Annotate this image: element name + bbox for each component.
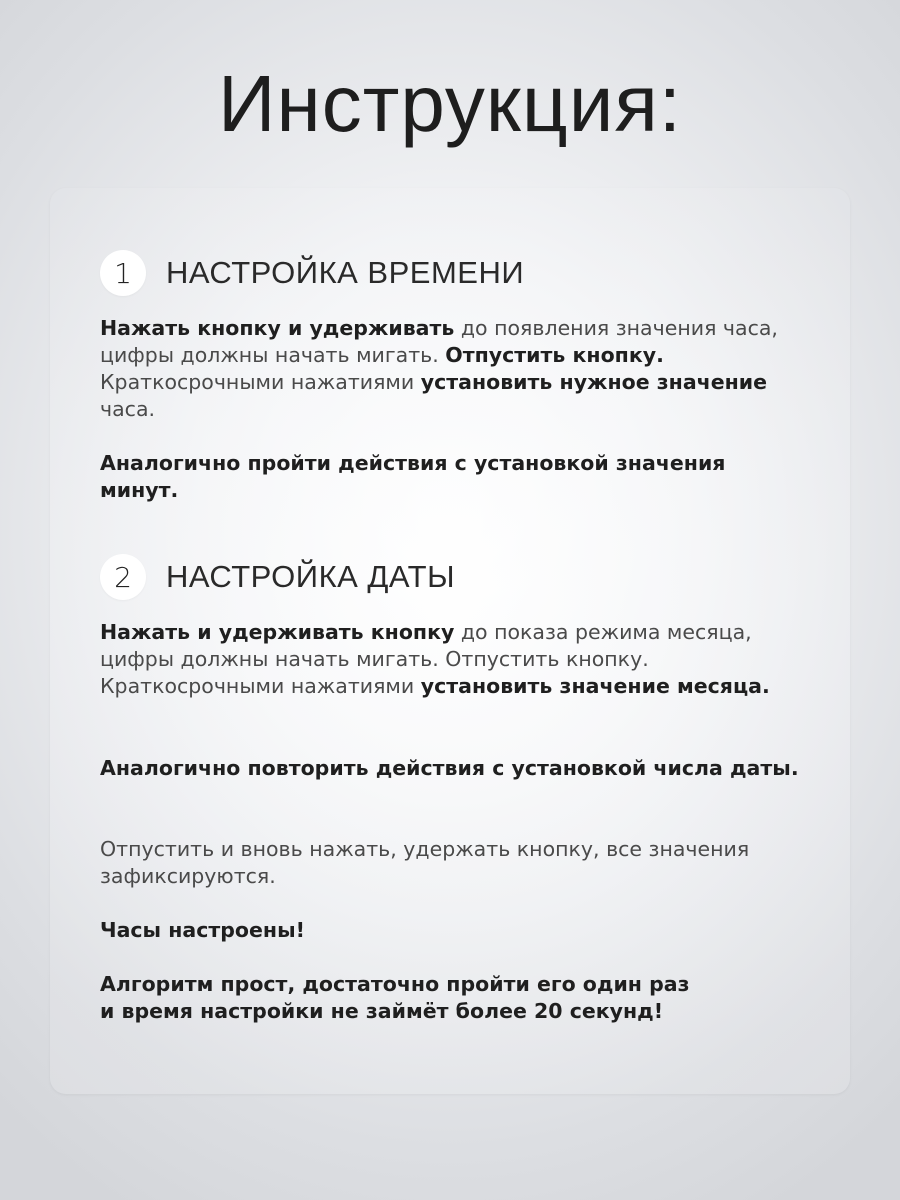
date-instructions [100,619,800,700]
time-minutes-text: Аналогично пройти действия с установкой значения минут. [100,451,726,502]
date-step-text: до показа режима месяца, цифры должны начать мигать. Отпустить кнопку. Краткосрочными нажатиями [100,620,752,698]
algorithm-note [100,971,800,1025]
date-day-note [100,755,800,782]
date-step-set: установить значение месяца. [420,674,770,698]
time-step-release: Отпустить кнопку. [445,343,664,367]
algorithm-line-1: Алгоритм прост, достаточно пройти его один раз [100,972,690,996]
step-number-badge: 2 [100,554,146,600]
algorithm-line-2: и время настройки не займёт более 20 секунд! [100,999,664,1023]
page-title: Инструкция: [218,59,682,148]
section-time-title: НАСТРОЙКА ВРЕМЕНИ [166,255,525,290]
time-step-text: часа. [100,397,156,421]
date-day-text: Аналогично повторить действия с установкой числа даты. [100,756,799,780]
time-step-text: до появления значения часа, цифры должны начать мигать. [100,316,778,367]
date-step-hold: Нажать и удерживать кнопку [100,620,455,644]
section-date-header [100,554,455,600]
fix-note: Отпустить и вновь нажать, удержать кнопку, все значения зафиксируются. [100,837,750,888]
time-instructions [100,315,800,423]
step-number-badge: 1 [100,250,146,296]
instruction-card [50,188,850,1094]
time-minutes-note [100,450,800,504]
done-text: Часы настроены! [100,918,305,942]
section-date-title: НАСТРОЙКА ДАТЫ [166,559,456,594]
time-step-set: установить нужное значение [420,370,768,394]
time-step-text: Краткосрочными нажатиями [100,370,421,394]
done-note [100,917,800,944]
section-time-header [100,250,524,296]
time-step-hold: Нажать кнопку и удерживать [100,316,455,340]
